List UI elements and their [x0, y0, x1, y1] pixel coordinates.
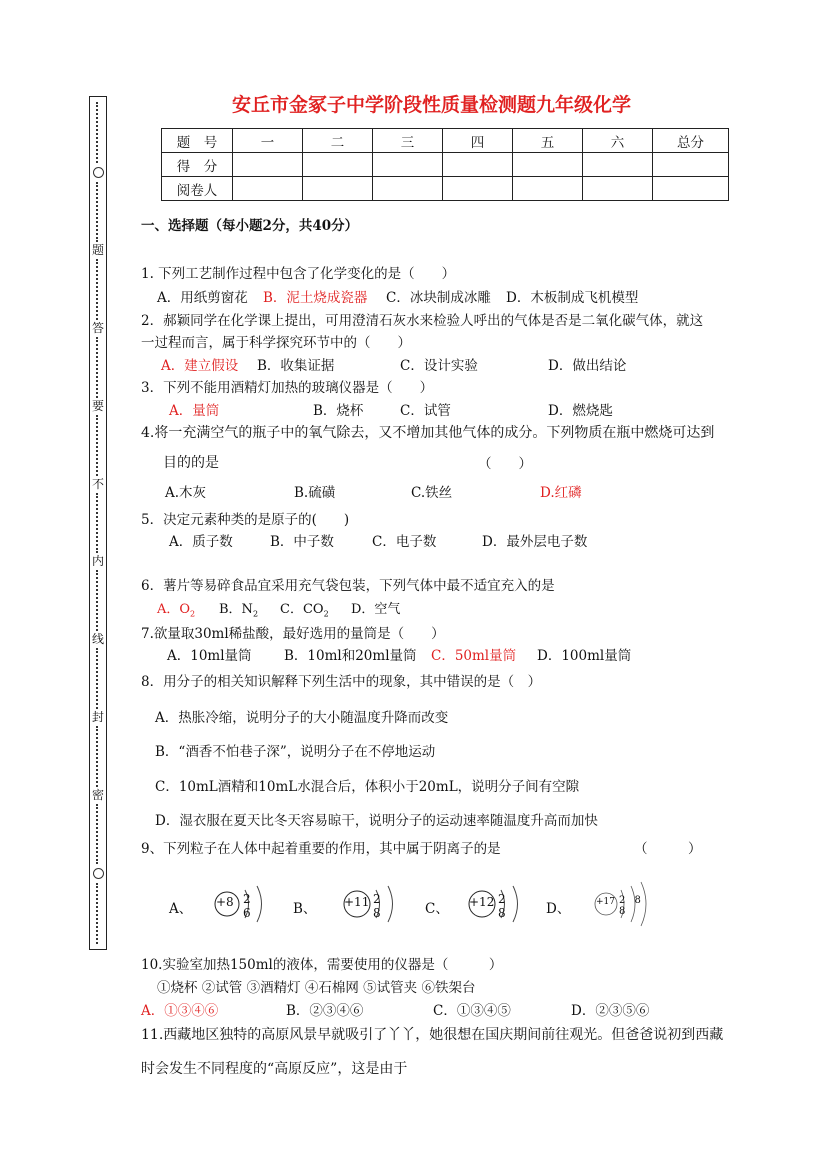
- nucleus-charge: +8: [216, 895, 234, 909]
- margin-dots: [96, 415, 100, 476]
- question-9-stem: 9、下列粒子在人体中起着重要的作用，其中属于阴离子的是: [141, 841, 501, 857]
- score-cell[interactable]: [303, 153, 373, 177]
- question-1-stem: 1. 下列工艺制作过程中包含了化学变化的是（ ）: [141, 266, 456, 282]
- q4-option-b[interactable]: B.硫磺: [294, 485, 336, 501]
- electron-shells: 2 6: [243, 892, 255, 920]
- score-cell[interactable]: [513, 177, 583, 201]
- q8-option-a[interactable]: A．热胀冷缩，说明分子的大小随温度升降而改变: [155, 710, 449, 726]
- q5-option-d[interactable]: D．最外层电子数: [482, 534, 588, 550]
- q7-option-d[interactable]: D．100ml量筒: [537, 648, 632, 664]
- score-cell[interactable]: [653, 153, 729, 177]
- margin-dots: [96, 804, 100, 865]
- score-cell[interactable]: [443, 177, 513, 201]
- table-cell: 总分: [653, 129, 729, 153]
- score-cell[interactable]: [373, 153, 443, 177]
- question-6-stem: 6．薯片等易碎食品宜采用充气袋包装，下列气体中最不适宜充入的是: [141, 578, 555, 594]
- table-cell: 六: [583, 129, 653, 153]
- score-cell[interactable]: [233, 177, 303, 201]
- q1-option-b[interactable]: B．泥土烧成瓷器: [263, 290, 368, 306]
- atom-structure-d[interactable]: [592, 880, 654, 932]
- page-title: 安丘市金冢子中学阶段性质量检测题九年级化学: [231, 94, 631, 116]
- table-cell: 三: [373, 129, 443, 153]
- score-table: [161, 128, 729, 201]
- q10-items: ①烧杯 ②试管 ③酒精灯 ④石棉网 ⑤试管夹 ⑥铁架台: [157, 980, 476, 996]
- question-4-stem: 4.将一充满空气的瓶子中的氧气除去，又不增加其他气体的成分。下列物质在瓶中燃烧可达到: [141, 425, 715, 441]
- q7-option-c[interactable]: C．50ml量筒: [431, 648, 517, 664]
- q10-option-d[interactable]: D．②③⑤⑥: [571, 1003, 650, 1019]
- option-text: B．N: [219, 602, 253, 617]
- atom-structure-b[interactable]: [340, 882, 402, 930]
- binding-hole-icon: [93, 167, 104, 178]
- binding-hole-icon: [93, 868, 104, 879]
- table-cell: 四: [443, 129, 513, 153]
- q7-option-a[interactable]: A．10ml量筒: [167, 648, 252, 664]
- margin-dots: [96, 726, 100, 787]
- score-cell[interactable]: [653, 177, 729, 201]
- table-row: [162, 177, 729, 201]
- q7-option-b[interactable]: B．10ml和20ml量筒: [284, 648, 417, 664]
- section-heading: 一、选择题（每小题2分，共40分）: [141, 218, 359, 234]
- question-10-stem: 10.实验室加热150ml的液体，需要使用的仪器是（ ）: [141, 957, 503, 973]
- atom-structure-c[interactable]: [465, 882, 527, 930]
- margin-dots: [96, 493, 100, 554]
- nucleus-charge: +17: [596, 897, 615, 907]
- margin-dots: [96, 337, 100, 398]
- question-3-stem: 3．下列不能用酒精灯加热的玻璃仪器是（ ）: [141, 380, 434, 396]
- q3-option-d[interactable]: D．燃烧匙: [548, 403, 613, 419]
- q2-option-d[interactable]: D．做出结论: [548, 358, 627, 374]
- score-cell[interactable]: [303, 177, 373, 201]
- q4-answer-paren[interactable]: （ ）: [478, 456, 532, 472]
- margin-char: 封: [92, 709, 105, 724]
- question-8-stem: 8．用分子的相关知识解释下列生活中的现象，其中错误的是（ ）: [141, 674, 542, 690]
- nucleus-charge: +12: [469, 895, 495, 909]
- question-2-stem-cont: 一过程而言，属于科学探究环节中的（ ）: [141, 335, 411, 351]
- question-11-stem: 11.西藏地区独特的高原风景早就吸引了丫丫，她很想在国庆期间前往观光。但爸爸说初到西藏: [141, 1027, 724, 1043]
- q5-option-c[interactable]: C．电子数: [372, 534, 437, 550]
- subscript: 2: [323, 609, 329, 619]
- q9-option-b-label[interactable]: B、: [293, 901, 317, 917]
- q9-option-c-label[interactable]: C、: [425, 901, 449, 917]
- binding-margin: [93, 100, 103, 946]
- option-text: A．O: [157, 602, 191, 617]
- question-7-stem: 7.欲量取30ml稀盐酸，最好选用的量筒是（ ）: [141, 626, 445, 642]
- q4-option-c[interactable]: C.铁丝: [411, 485, 453, 501]
- q8-option-b[interactable]: B．“酒香不怕巷子深”，说明分子在不停地运动: [155, 744, 436, 760]
- question-4-stem-cont: 目的的是: [163, 455, 219, 471]
- table-cell: 得 分: [162, 153, 233, 177]
- margin-dots: [96, 259, 100, 320]
- margin-char: 内: [92, 554, 105, 569]
- margin-char: 不: [92, 476, 105, 491]
- q6-option-a[interactable]: [157, 598, 195, 619]
- score-cell[interactable]: [233, 153, 303, 177]
- q1-option-a[interactable]: A．用纸剪窗花: [157, 290, 248, 306]
- table-row: [162, 129, 729, 153]
- q4-option-d[interactable]: D.红磷: [540, 485, 582, 501]
- q2-option-b[interactable]: B．收集证据: [257, 358, 335, 374]
- table-cell: 二: [303, 129, 373, 153]
- margin-char: 密: [92, 787, 105, 802]
- q10-option-c[interactable]: C．①③④⑤: [433, 1003, 511, 1019]
- table-cell: 阅卷人: [162, 177, 233, 201]
- table-row: [162, 153, 729, 177]
- table-cell: 五: [513, 129, 583, 153]
- q6-option-b[interactable]: [219, 598, 258, 619]
- margin-dots: [96, 648, 100, 709]
- q3-option-a[interactable]: A．量筒: [169, 403, 220, 419]
- q2-option-c[interactable]: C．设计实验: [400, 358, 478, 374]
- q6-option-d[interactable]: D．空气: [351, 602, 401, 617]
- score-cell[interactable]: [513, 153, 583, 177]
- q1-option-c[interactable]: C．冰块制成冰雕: [386, 290, 491, 306]
- question-11-stem-cont: 时会发生不同程度的“高原反应”，这是由于: [141, 1061, 408, 1077]
- q6-option-c[interactable]: [280, 598, 329, 619]
- score-cell[interactable]: [443, 153, 513, 177]
- electron-shells: 2 8 8: [619, 895, 644, 917]
- score-cell[interactable]: [583, 177, 653, 201]
- score-cell[interactable]: [583, 153, 653, 177]
- atom-structure-a[interactable]: [212, 882, 274, 930]
- question-2-stem: 2．郝颖同学在化学课上提出，可用澄清石灰水来检验人呼出的气体是否是二氧化碳气体，就这: [141, 313, 704, 329]
- margin-char: 要: [92, 398, 105, 413]
- table-cell: 题 号: [162, 129, 233, 153]
- subscript: 2: [190, 609, 196, 619]
- electron-shells: 2 8: [373, 892, 385, 920]
- q4-option-a[interactable]: A.木灰: [165, 485, 207, 501]
- table-cell: 一: [233, 129, 303, 153]
- q1-option-d[interactable]: D．木板制成飞机模型: [506, 290, 639, 306]
- margin-char: 线: [92, 632, 105, 647]
- margin-dots: [96, 883, 100, 944]
- nucleus-charge: +11: [344, 895, 370, 909]
- q10-option-a[interactable]: A．①③④⑥: [141, 1003, 219, 1019]
- margin-dots: [96, 182, 100, 243]
- q5-option-a[interactable]: A．质子数: [169, 534, 233, 550]
- q10-option-b[interactable]: B．②③④⑥: [286, 1003, 364, 1019]
- q5-option-b[interactable]: B．中子数: [270, 534, 334, 550]
- q9-option-a-label[interactable]: A、: [169, 901, 193, 917]
- electron-shells: 2 8: [498, 892, 510, 920]
- q9-answer-paren[interactable]: （ ）: [634, 841, 702, 857]
- subscript: 2: [252, 609, 259, 619]
- q8-option-c[interactable]: C．10mL酒精和10mL水混合后，体积小于20mL，说明分子间有空隙: [155, 779, 580, 795]
- q9-option-d-label[interactable]: D、: [546, 901, 571, 917]
- margin-char: 答: [92, 321, 105, 336]
- margin-char: 题: [92, 243, 105, 258]
- score-cell[interactable]: [373, 177, 443, 201]
- option-text: C．CO: [280, 602, 324, 617]
- q3-option-b[interactable]: B．烧杯: [313, 403, 364, 419]
- question-5-stem: 5．决定元素种类的是原子的( ): [141, 512, 350, 528]
- q8-option-d[interactable]: D．湿衣服在夏天比冬天容易晾干，说明分子的运动速率随温度升高而加快: [155, 813, 598, 829]
- margin-dots: [96, 570, 100, 631]
- q2-option-a[interactable]: A．建立假设: [161, 358, 239, 374]
- q3-option-c[interactable]: C．试管: [400, 403, 451, 419]
